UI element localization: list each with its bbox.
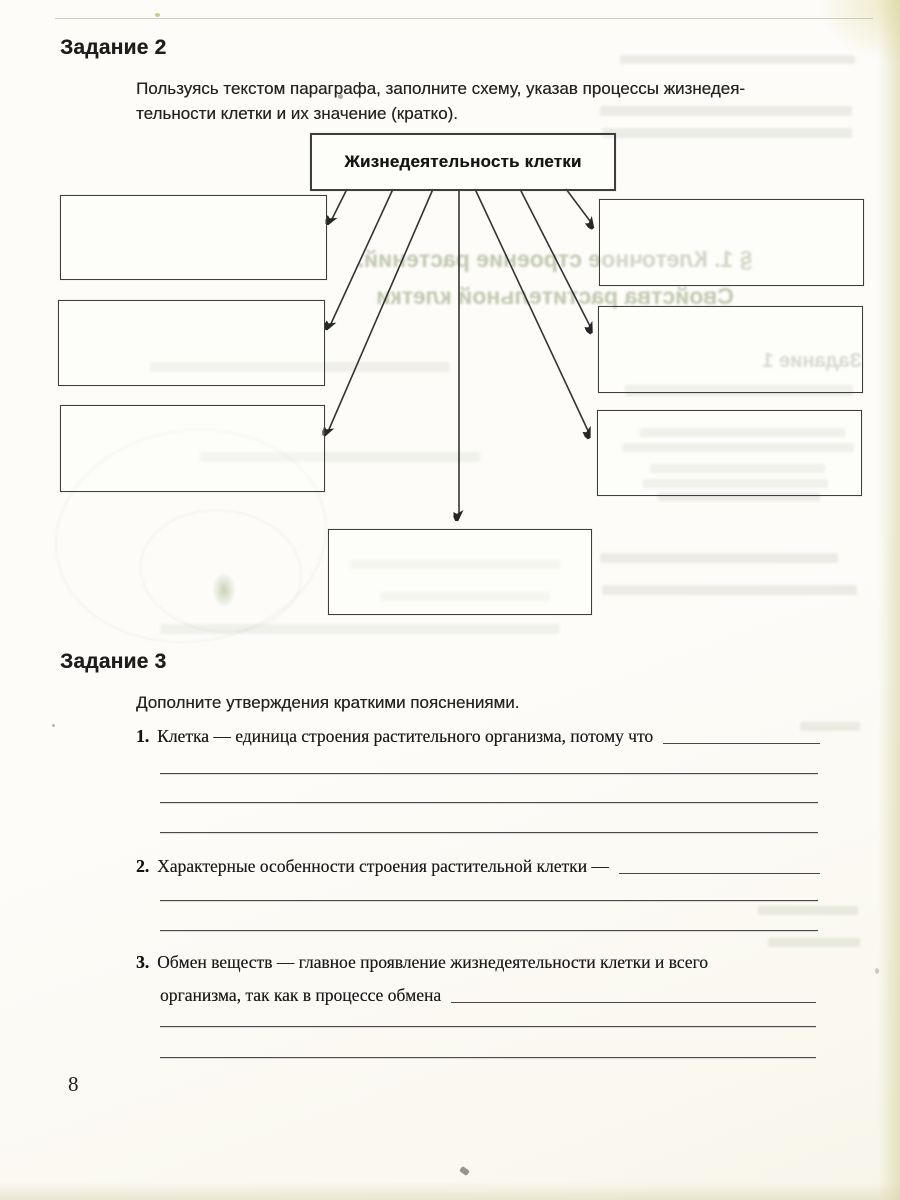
item-1-number: 1. <box>136 726 150 746</box>
bleed-through-heading-line1: § 1. Клеточное строение растений. <box>357 246 753 272</box>
item-2-number: 2. <box>136 856 150 876</box>
scan-speck <box>459 1166 470 1176</box>
scan-top-line <box>55 18 873 19</box>
scheme-root-label: Жизнедеятельность клетки <box>344 152 582 171</box>
answer-line[interactable] <box>663 724 820 744</box>
task3-item-3 <box>136 950 820 974</box>
scheme-root-box <box>310 133 616 191</box>
bleed-through-heading-line2: Свойства растительной клетки <box>376 283 734 309</box>
bleed-through-line <box>600 553 838 563</box>
bleed-through-line <box>620 55 855 64</box>
item-3-number: 3. <box>136 952 150 972</box>
scheme-box-right-3[interactable] <box>597 410 862 496</box>
answer-line[interactable] <box>160 900 818 901</box>
scheme-box-right-2[interactable] <box>598 306 863 393</box>
scheme-box-left-2[interactable] <box>58 300 325 386</box>
bleed-through-drawing <box>212 572 236 608</box>
bleed-through-drawing <box>134 502 308 640</box>
answer-line[interactable] <box>160 1026 816 1027</box>
answer-line[interactable] <box>160 802 818 803</box>
scan-speck <box>875 968 879 974</box>
task2-instruction-line1: Пользуясь текстом параграфа, заполните схему, указав процессы жизнедея- <box>136 79 745 98</box>
page-edge-shade-bottom <box>0 1182 900 1200</box>
task3-item-3-continued <box>160 983 816 1007</box>
arrow-to-left-box-2 <box>329 189 393 328</box>
answer-line[interactable] <box>160 1057 816 1058</box>
answer-line[interactable] <box>451 983 816 1003</box>
bleed-through-line <box>758 906 858 915</box>
arrow-to-left-box-3 <box>327 189 433 434</box>
arrow-to-right-box-1 <box>566 189 593 225</box>
item-3-text-line1: Обмен веществ — главное проявление жизнедеятельности клетки и всего <box>157 952 708 972</box>
page-number: 8 <box>68 1072 79 1096</box>
scan-speck <box>52 724 55 727</box>
scheme-box-left-3[interactable] <box>60 405 325 492</box>
bleed-through-line <box>602 128 852 138</box>
answer-line[interactable] <box>619 854 820 874</box>
scheme-box-bottom[interactable] <box>328 529 592 615</box>
answer-line[interactable] <box>160 832 818 833</box>
task3-item-1 <box>136 724 820 748</box>
page-corner-shade <box>820 0 900 60</box>
bleed-through-line <box>600 106 852 116</box>
answer-line[interactable] <box>160 930 818 931</box>
task3-instruction: Дополните утверждения краткими пояснениями. <box>136 693 520 712</box>
item-3-text-line2: организма, так как в процессе обмена <box>160 985 442 1005</box>
scheme-box-left-1[interactable] <box>60 195 327 280</box>
scan-speck <box>155 13 160 17</box>
item-1-text: Клетка — единица строения растительного организма, потому что <box>157 726 654 746</box>
bleed-through-line <box>602 585 857 595</box>
task3-item-2 <box>136 854 820 878</box>
scheme-box-right-1[interactable] <box>599 199 864 286</box>
arrow-to-right-box-3 <box>475 189 590 435</box>
page-edge-shade-right <box>878 0 900 1200</box>
bleed-through-task-label: Задание 1 <box>762 350 862 372</box>
task2-heading: Задание 2 <box>60 36 167 59</box>
item-2-text: Характерные особенности строения растительной клетки — <box>157 856 609 876</box>
arrow-to-right-box-2 <box>520 189 592 330</box>
bleed-through-line <box>768 938 860 947</box>
arrow-to-left-box-1 <box>330 189 347 223</box>
bleed-through-line <box>160 624 560 634</box>
task2-instruction-line2: тельности клетки и их значение (кратко). <box>136 104 458 123</box>
answer-line[interactable] <box>160 773 818 774</box>
task3-heading: Задание 3 <box>60 650 167 673</box>
